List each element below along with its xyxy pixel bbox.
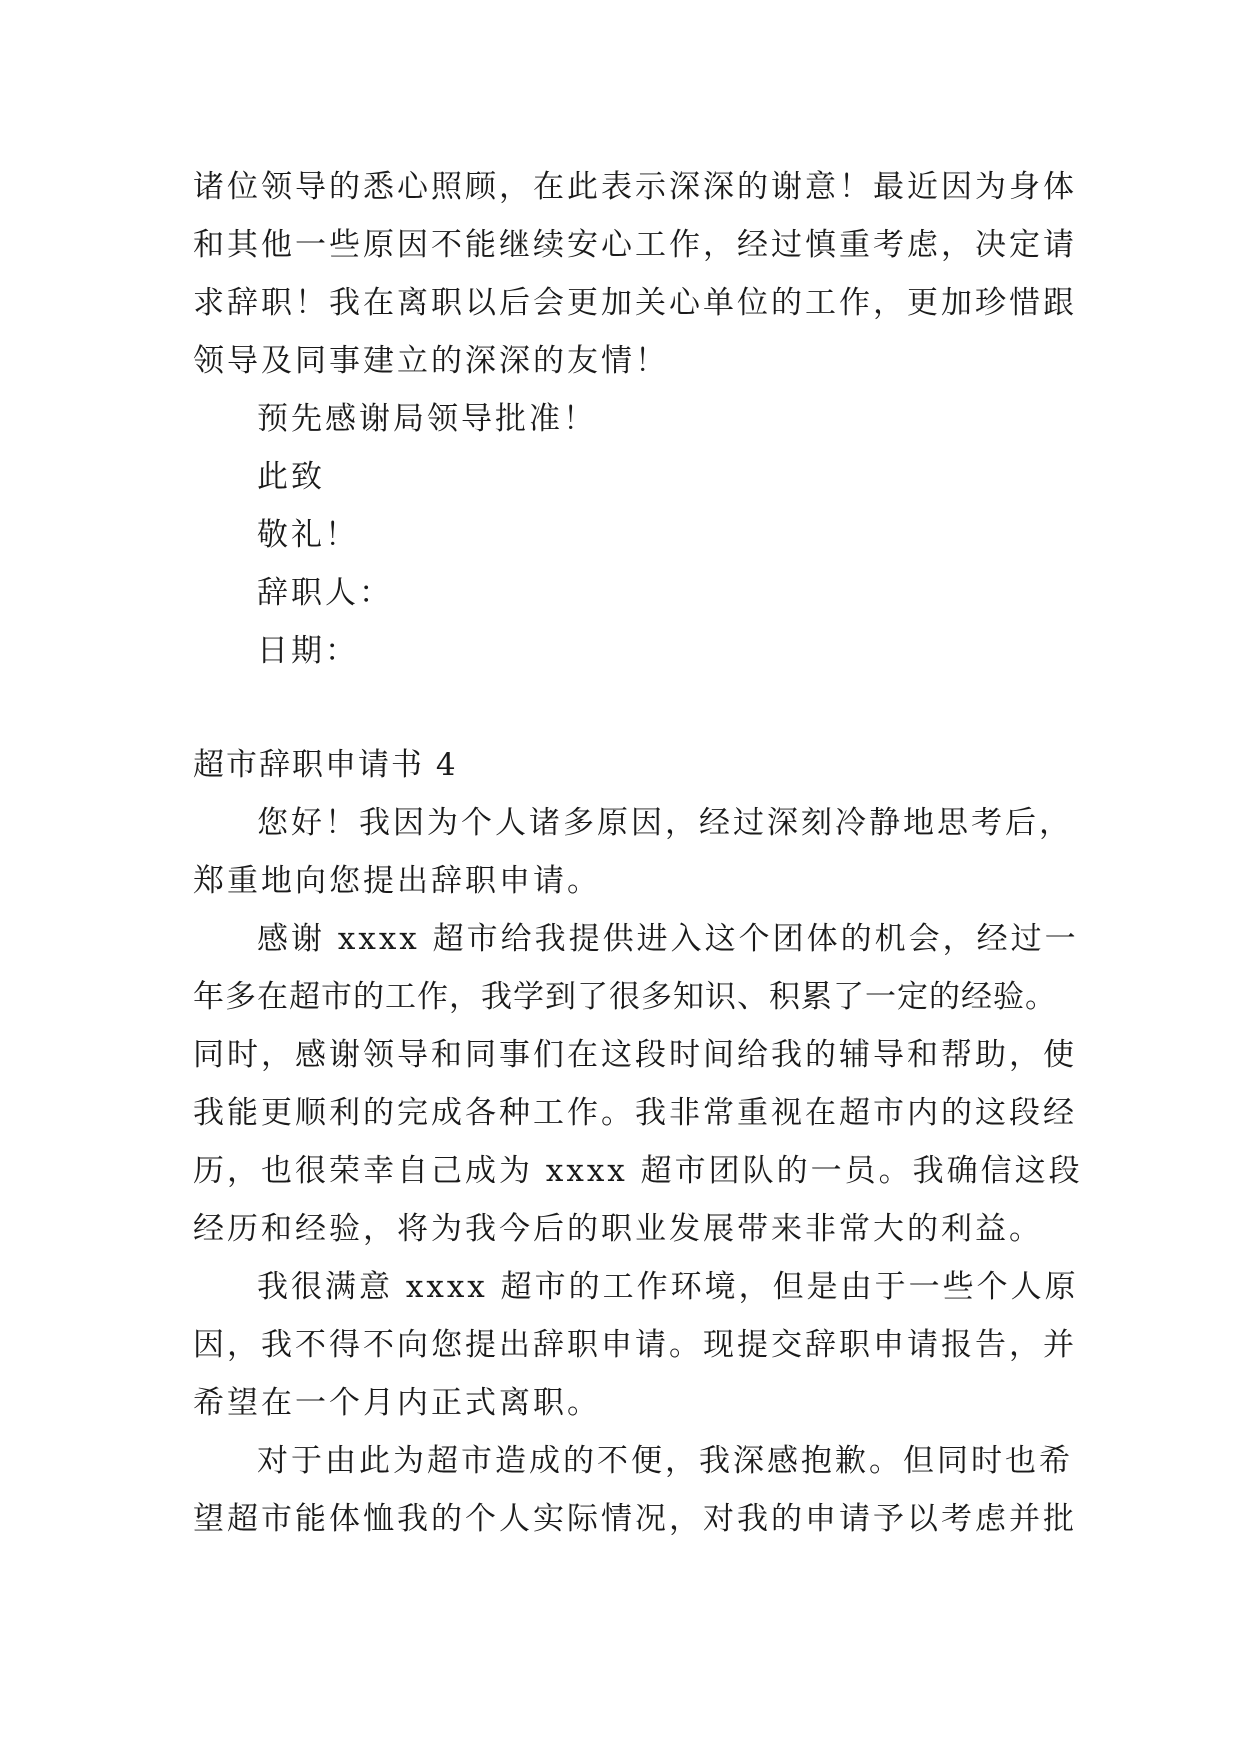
text-line: 我很满意 xxxx 超市的工作环境，但是由于一些个人原 — [257, 1269, 1079, 1305]
text-line: 诸位领导的悉心照顾，在此表示深深的谢意！最近因为身体 — [193, 169, 1077, 205]
text-line: 领导及同事建立的深深的友情！ — [193, 343, 669, 379]
closing-salutation: 此致 — [257, 459, 325, 495]
text-line: 望超市能体恤我的个人实际情况，对我的申请予以考虑并批 — [193, 1501, 1077, 1537]
text-line: 求辞职！我在离职以后会更加关心单位的工作，更加珍惜跟 — [193, 285, 1077, 321]
text-line: 我能更顺利的完成各种工作。我非常重视在超市内的这段经 — [193, 1095, 1077, 1131]
text-line: 对于由此为超市造成的不便，我深感抱歉。但同时也希 — [257, 1443, 1073, 1479]
text-line: 希望在一个月内正式离职。 — [193, 1385, 601, 1421]
date-label: 日期： — [257, 633, 359, 669]
resigner-label: 辞职人： — [257, 575, 393, 611]
thanks-line: 预先感谢局领导批准！ — [257, 401, 597, 437]
text-line: 和其他一些原因不能继续安心工作，经过慎重考虑，决定请 — [193, 227, 1077, 263]
text-line: 历，也很荣幸自己成为 xxxx 超市团队的一员。我确信这段 — [193, 1153, 1083, 1189]
text-line: 感谢 xxxx 超市给我提供进入这个团体的机会，经过一 — [257, 921, 1079, 957]
text-line: 年多在超市的工作，我学到了很多知识、积累了一定的经验。 — [193, 979, 1057, 1015]
text-line: 郑重地向您提出辞职申请。 — [193, 863, 601, 899]
text-line: 同时，感谢领导和同事们在这段时间给我的辅导和帮助，使 — [193, 1037, 1077, 1073]
text-line: 经历和经验，将为我今后的职业发展带来非常大的利益。 — [193, 1211, 1043, 1247]
section-title: 超市辞职申请书 4 — [193, 747, 458, 783]
text-line: 您好！我因为个人诸多原因，经过深刻冷静地思考后， — [257, 805, 1073, 841]
closing-regards: 敬礼！ — [257, 517, 359, 553]
text-line: 因，我不得不向您提出辞职申请。现提交辞职申请报告，并 — [193, 1327, 1077, 1363]
